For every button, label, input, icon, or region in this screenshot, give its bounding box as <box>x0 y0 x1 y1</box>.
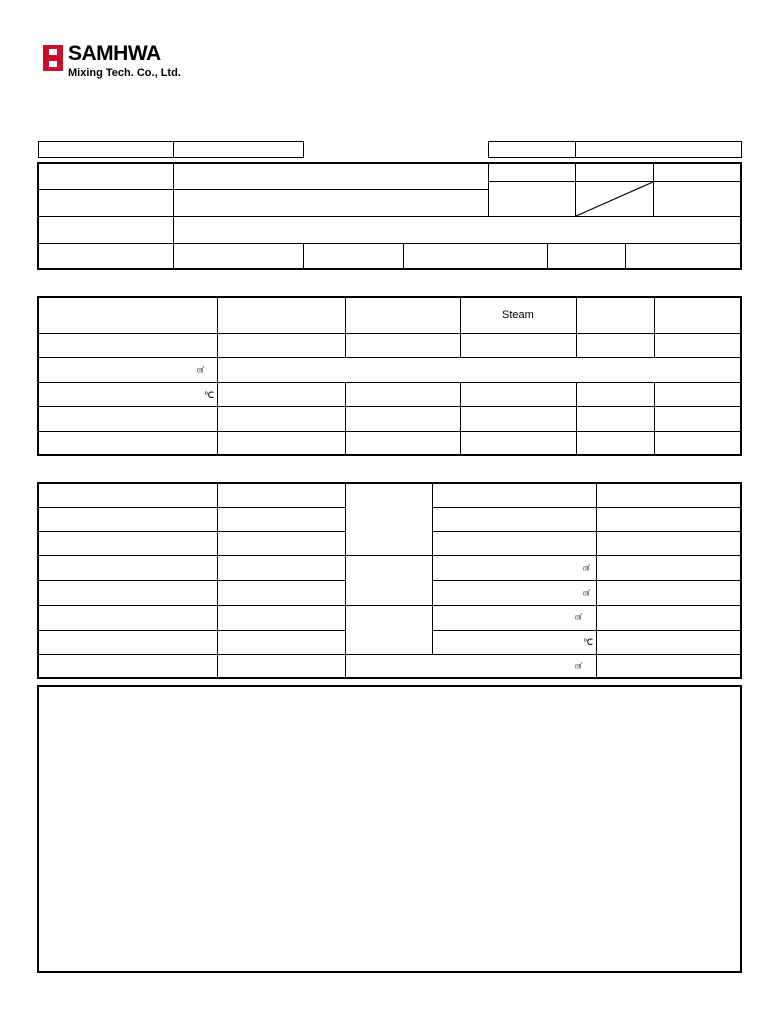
info-cell <box>488 163 576 182</box>
detail-value-cell <box>217 580 346 606</box>
detail-right-value-cell <box>596 630 742 655</box>
detail-right-label-cell-pressure <box>432 605 597 631</box>
info-value-cell <box>173 189 489 217</box>
spec-value-cell <box>654 431 742 456</box>
spec-value-cell <box>345 406 461 432</box>
info-value-cell <box>173 163 489 190</box>
detail-right-value-cell <box>596 531 742 556</box>
detail-right-label-cell <box>432 531 597 556</box>
spec-label-cell <box>38 333 218 358</box>
info-value-cell <box>625 243 742 270</box>
info-label-cell <box>38 189 174 217</box>
pressure-unit: ㎠ <box>197 367 204 374</box>
spec-header-cell <box>576 297 655 334</box>
detail-right-label-cell-pressure <box>432 580 597 606</box>
detail-right-value-cell <box>596 555 742 581</box>
detail-value-cell <box>217 654 346 679</box>
detail-label-cell <box>38 605 218 631</box>
detail-right-label-cell <box>432 507 597 532</box>
info-wide-value-cell <box>173 216 742 244</box>
detail-value-cell <box>217 507 346 532</box>
spec-value-cell <box>345 431 461 456</box>
spec-value-cell <box>217 333 346 358</box>
spec-label-cell <box>38 406 218 432</box>
company-subtitle: Mixing Tech. Co., Ltd. <box>68 67 181 79</box>
detail-value-cell <box>217 531 346 556</box>
spec-label-cell <box>38 431 218 456</box>
detail-right-label-cell-temperature <box>432 630 597 655</box>
info-cell <box>575 163 654 182</box>
detail-right-label-cell-pressure <box>432 555 597 581</box>
info-cell <box>653 181 742 217</box>
company-logo <box>43 42 193 82</box>
spec-value-cell <box>460 406 577 432</box>
spec-header-cell <box>38 297 218 334</box>
spec-value-cell <box>460 333 577 358</box>
pressure-unit: ㎠ <box>575 614 582 621</box>
spec-header-cell <box>345 297 461 334</box>
spec-label-cell-pressure <box>38 357 218 383</box>
detail-right-value-cell <box>596 654 742 679</box>
detail-label-cell <box>38 580 218 606</box>
spec-value-cell <box>654 333 742 358</box>
spec-value-cell <box>576 382 655 407</box>
detail-label-cell <box>38 531 218 556</box>
spec-value-cell <box>654 406 742 432</box>
pressure-unit: ㎠ <box>575 663 582 670</box>
spec-value-cell <box>217 382 346 407</box>
top-right-value-cell <box>575 141 742 158</box>
detail-group-cell <box>345 555 433 606</box>
spec-label-cell-temperature <box>38 382 218 407</box>
detail-label-cell <box>38 483 218 508</box>
detail-label-cell <box>38 654 218 679</box>
detail-right-value-cell <box>596 580 742 606</box>
spec-value-cell <box>654 382 742 407</box>
heating-medium-label: Steam <box>502 309 534 321</box>
detail-right-value-cell <box>596 605 742 631</box>
company-name: SAMHWA <box>68 42 161 65</box>
info-label-cell <box>38 163 174 190</box>
notes-area <box>37 685 742 973</box>
detail-group-cell <box>345 605 433 655</box>
spec-header-cell <box>217 297 346 334</box>
top-left-label-cell <box>38 141 174 158</box>
detail-value-cell <box>217 605 346 631</box>
spec-value-cell <box>460 431 577 456</box>
detail-right-value-cell <box>596 483 742 508</box>
info-label-cell <box>38 216 174 244</box>
detail-value-cell <box>217 483 346 508</box>
info-label-cell <box>38 243 174 270</box>
info-value-cell <box>173 243 304 270</box>
info-cell <box>488 181 576 217</box>
spec-value-cell <box>217 406 346 432</box>
spec-value-cell <box>576 333 655 358</box>
spec-value-cell <box>345 333 461 358</box>
info-value-cell <box>547 243 626 270</box>
samhwa-logo-icon <box>43 45 63 71</box>
detail-value-cell <box>217 630 346 655</box>
detail-label-cell <box>38 555 218 581</box>
detail-right-value-cell <box>596 507 742 532</box>
spec-value-cell <box>576 431 655 456</box>
spec-value-cell <box>217 431 346 456</box>
detail-group-cell <box>345 483 433 556</box>
pressure-unit: ㎠ <box>583 590 590 597</box>
temperature-unit: ℃ <box>204 390 215 400</box>
spec-value-cell <box>460 382 577 407</box>
detail-label-cell <box>38 507 218 532</box>
spec-merged-value-cell <box>217 357 742 383</box>
spec-header-cell <box>654 297 742 334</box>
detail-bottom-merged-cell <box>345 654 597 679</box>
detail-right-label-cell <box>432 483 597 508</box>
pressure-unit: ㎠ <box>583 565 590 572</box>
detail-value-cell <box>217 555 346 581</box>
info-value-cell <box>303 243 404 270</box>
info-value-cell <box>403 243 548 270</box>
temperature-unit: ℃ <box>583 637 594 647</box>
top-left-value-cell <box>173 141 304 158</box>
spec-value-cell <box>345 382 461 407</box>
top-right-label-cell <box>488 141 576 158</box>
diagonal-strike-line <box>575 181 654 217</box>
spec-value-cell <box>576 406 655 432</box>
info-cell <box>653 163 742 182</box>
detail-label-cell <box>38 630 218 655</box>
